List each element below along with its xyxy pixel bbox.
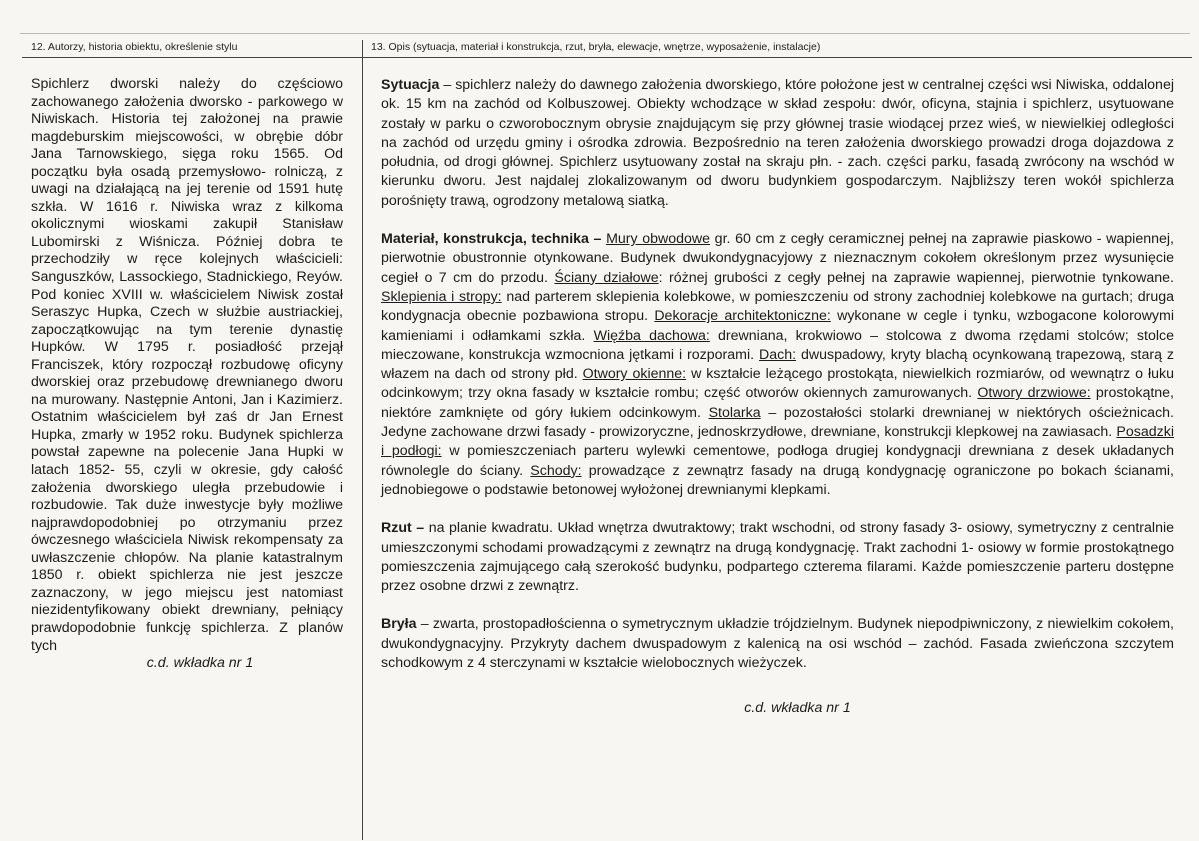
history-continued-note: c.d. wkładka nr 1 [146,655,254,672]
material-term: Sklepienia i stropy: [381,288,502,305]
material-term: Dekoracje architektoniczne: [654,308,831,325]
material-term: Więźba dachowa: [593,327,710,344]
material-paragraph [381,230,1174,500]
history-section [31,76,343,673]
top-rule [20,33,1190,34]
material-text: w kształcie leżącego prostokąta, niewielkich rozmiarów, od wewnątrz o łuku odcinkowym; trzy okna fasady w kształcie rombu; część otworów okiennych zamurowanych. [381,366,1175,402]
material-term: Otwory okienne: [582,366,687,383]
material-term: Posadzki i podłogi: [381,424,1174,460]
column-divider [362,40,363,840]
material-term: Otwory drzwiowe: [977,385,1091,402]
material-label: Materiał, konstrukcja, technika – [381,231,602,248]
sytuacja-text: – spichlerz należy do dawnego założenia dworskiego, które położone jest w centralnej części wsi Niwiska, oddalonej ok. 15 km na zachód od Kolbuszowej. Obiekty wchodzące w skład zespołu: dwór, oficyna, stajnia i spichlerz, usytuowane zostały w parku o czworobocznym obrysie znajdującym się przy głównej trasie wiodącej przez wieś, w niewielkiej odległości na zachód od urzędu gminy i ośrodka zdrowia. Bezpośrednio na teren założenia dworskiego prowadzi droga dojazdowa z południa, od drogi głównej. Spichlerz usytuowany został na skraju płn. - zach. części parku, fasadą zwrócony na wschód w kierunku dworu. Jest najdalej zlokalizowanym od dworu budynkiem gospodarczym. Najbliższy teren wokół spichlerza porośnięty trawą, ogrodzony metalową siatką. [381,77,1174,209]
rzut-paragraph [381,519,1174,596]
history-text: Spichlerz dworski należy do częściowo zachowanego założenia dworsko - parkowego w Niwiskach. Historia tej założonej na prawie magdeburskim miejscowości, w obrębie dóbr Jana Tarnowskiego, sięga roku 1565. Od początku była osadą przemysłowo- rolniczą, z uwagi na działającą na jej terenie od 1591 hutę szkła. W 1616 r. Niwiska wraz z kilkoma okolicznymi wioskami zakupił Stanisław Lubomirski z Wiśnicza. Później dobra te przechodziły w ręce kolejnych właścicieli: Sanguszków, Lassockiego, Stadnickiego, Reyów. Pod koniec XVIII w. właścicielem Niwisk został Seraszyc Hupka, Czech w służbie austriackiej, zapoczątkowując na tym terenie dynastię Hupków. W 1795 r. posiadłość przejął Franciszek, który rozpoczął rozbudowę oficyny dworskiej oraz przebudowę drewnianego dworu na murowany. Następnie Antoni, Jan i Kazimierz. Ostatnim właścicielem był zaś dr Jan Ernest Hupka, zmarły w 1952 roku. Budynek spichlerza powstał zapewne na polecenie Jana Hupki w latach 1852- 55, czyli w okresie, gdy całość założenia dworskiego uległa przebudowie i rozbudowie. Tak duże inwestycje były możliwe najprawdopodobniej po otrzymaniu przez ówczesnego właściciela Niwisk rekompensaty za uwłaszczenie chłopów. Na planie katastralnym 1850 r. obiekt spichlerza nie jest jeszcze zaznaczony, w jego miejscu jest natomiast niezidentyfikowany obiekt drewniany, pełniący prawdopodobnie funkcję spichlerza. Z planów tych [31,76,343,654]
bryla-label: Bryła [381,616,417,633]
section-13-header: 13. Opis (sytuacja, materiał i konstrukcja, rzut, bryła, elewacje, wnętrze, wyposażenie, instalacje) [371,41,821,53]
material-term: Stolarka [708,404,761,421]
bryla-text: – zwarta, prostopadłościenna o symetrycznym układzie trójdzielnym. Budynek niepodpiwniczony, z niewielkim cokołem, dwukondygnacyjny. Przykryty dachem dwuspadowym z kalenicą na osi wschód – zachód. Fasada zwieńczona szczytem schodkowym z 4 sterczynami w kształcie wielobocznych wieżyczek. [381,616,1174,672]
rzut-text: na planie kwadratu. Układ wnętrza dwutraktowy; trakt wschodni, od strony fasady 3- osiowy, symetryczny z centralnie umieszczonymi schodami prowadzącymi z zewnątrz na drugą kondygnację. Trakt zachodni 1- osiowy w formie prostokątnego pomieszczenia zajmującego całą szerokość budynku, podpartego czterema filarami. Każde pomieszczenie parteru dostępne przez osobne drzwi z zewnątrz. [381,520,1175,595]
material-term: Ściany działowe [554,269,659,286]
sytuacja-paragraph [381,76,1174,211]
section-12-header: 12. Autorzy, historia obiektu, określenie stylu [31,41,238,53]
description-section [381,76,1174,719]
material-term: Schody: [530,462,582,479]
description-continued-note: c.d. wkładka nr 1 [744,700,851,717]
bryla-paragraph [381,615,1174,673]
header-rule [22,57,1192,58]
material-text: drewniana, krokwiowo – stolcowa z dwoma rzędami stolców; stolce mieczowane, konstrukcja wzmocniona jętkami i rozporami. [381,327,1174,363]
sytuacja-label: Sytuacja [381,77,440,93]
material-text: prostokątne, niektóre zamknięte od góry łukiem odcinkowym. [381,385,1174,421]
material-text: prowadzące z zewnątrz fasady na drugą kondygnację ograniczone po bokach ścianami, jednobiegowe o podstawie betonowej wyłożonej drewnianymi klepkami. [381,462,1174,498]
material-text: nad parterem sklepienia kolebkowe, w pomieszczeniu od strony zachodniej kolebkowe na gurtach; druga kondygnacja obecnie pozbawiona stropu. [381,288,1174,325]
material-term: Dach: [758,346,797,363]
material-text: gr. 60 cm z cegły ceramicznej pełnej na zaprawie piaskowo - wapiennej, pierwotnie obustronnie otynkowane. Budynek dwukondygnacyjowy z nieznacznym cokołem określonym przez wysunięcie cegieł o 7 cm do przodu. [381,231,1174,286]
material-text: – pozostałości stolarki drewnianej w niektórych ościeżnicach. Jedyne zachowane drzwi fasady - prowizoryczne, jednoskrzydłowe, drewniane, konstrukcji klepkowej na zawiasach. [381,404,1174,441]
material-text: wykonane w cegle i tynku, wzbogacone kolorowymi kamieniami i odłamkami szkła. [381,308,1174,344]
material-text: w pomieszczeniach parteru wylewki cementowe, podłoga drugiej kondygnacji drewniana z desek układanych równolegle do ściany. [381,443,1174,479]
rzut-label: Rzut – [381,520,425,537]
material-term: Mury obwodowe [606,231,711,248]
material-text: dwuspadowy, kryty blachą ocynkowaną trapezową, starą z włazem na dach od strony płd. [381,346,1174,383]
material-text: : różnej grubości z cegły pełnej na zaprawie wapiennej, pierwotnie tynkowane. [658,269,1175,286]
